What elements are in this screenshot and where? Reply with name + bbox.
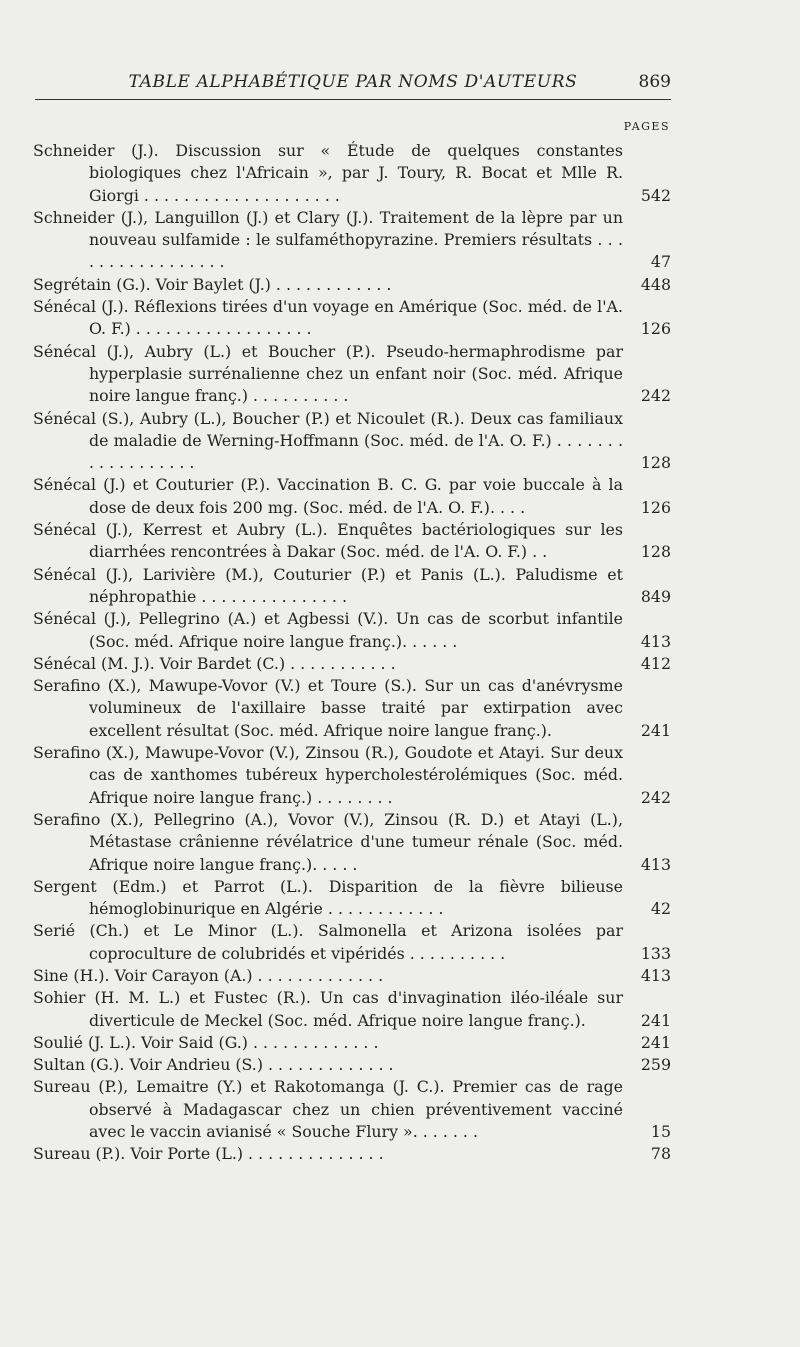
index-entry-page: 42 [650, 899, 671, 919]
index-entry-text: Serafino (X.), Mawupe-Vovor (V.), Zinsou (R.), Goudote et Atayi. Sur deux cas de xanthomes tubéreux hypercholestérolémiques (Soc. méd. Afrique noire langue franç.) . . . . . . . . [33, 743, 623, 807]
index-entry [33, 274, 671, 296]
index-entry [33, 408, 671, 475]
index-entry [33, 296, 671, 341]
index-entry-page: 15 [650, 1122, 671, 1142]
index-entry-text: Sureau (P.), Lemaitre (Y.) et Rakotomanga (J. C.). Premier cas de rage observé à Madagascar chez un chien préventivement vacciné avec le vaccin avianisé « Souche Flury ». . . . . . . [33, 1077, 623, 1142]
index-entry [33, 1143, 671, 1165]
index-entry [33, 1076, 671, 1143]
running-title: TABLE ALPHABÉTIQUE PAR NOMS D'AUTEURS [128, 72, 578, 92]
index-entry-page: 241 [640, 1010, 671, 1030]
index-entry-text: Schneider (J.), Languillon (J.) et Clary (J.). Traitement de la lèpre par un nouveau sulfamide : le sulfaméthopyrazine. Premiers résultats . . . . . . . . . . . . . . . . . [33, 207, 623, 272]
index-entry [33, 608, 671, 653]
page-number: 869 [638, 72, 671, 92]
index-entry-text: Serafino (X.), Mawupe-Vovor (V.) et Toure (S.). Sur un cas d'anévrysme volumineux de l'axillaire basse traité par extirpation avec excellent résultat (Soc. méd. Afrique noire langue franç.). [33, 676, 623, 740]
index-entry-text: Sénécal (M. J.). Voir Bardet (C.) . . . . . . . . . . . [33, 653, 396, 673]
header-rule [35, 99, 671, 100]
index-entry-text: Segrétain (G.). Voir Baylet (J.) . . . . . . . . . . . . [33, 274, 392, 294]
index-entry [33, 965, 671, 987]
index-entry [33, 653, 671, 675]
index-entry-page: 542 [640, 185, 671, 205]
index-entry-page: 413 [640, 965, 671, 985]
index-entry [33, 809, 671, 876]
index-entry-page: 133 [640, 943, 671, 963]
index-entry-text: Serafino (X.), Pellegrino (A.), Vovor (V.), Zinsou (R. D.) et Atayi (L.), Métastase crânienne révélatrice d'une tumeur rénale (Soc. méd. Afrique noire langue franç.). . . . . [33, 809, 623, 874]
index-entry [33, 140, 671, 207]
author-index-list [33, 140, 671, 1166]
index-entry-page: 242 [640, 386, 671, 406]
index-entry-text: Sine (H.). Voir Carayon (A.) . . . . . . . . . . . . . [33, 965, 384, 985]
running-head [35, 72, 671, 98]
index-entry-page: 126 [640, 497, 671, 517]
index-entry-page: 413 [640, 854, 671, 874]
pages-column-label: PAGES [623, 120, 670, 133]
index-entry-text: Sultan (G.). Voir Andrieu (S.) . . . . . . . . . . . . . [33, 1055, 394, 1075]
index-entry-page: 241 [640, 1032, 671, 1052]
index-entry [33, 519, 671, 564]
index-entry [33, 876, 671, 921]
index-entry [33, 474, 671, 519]
index-entry [33, 987, 671, 1032]
index-entry [33, 920, 671, 965]
index-entry [33, 1032, 671, 1054]
index-entry-page: 47 [650, 252, 671, 272]
index-entry-page: 128 [640, 542, 671, 562]
index-entry-text: Sénécal (J.), Aubry (L.) et Boucher (P.). Pseudo-hermaphrodisme par hyperplasie surrénalienne chez un enfant noir (Soc. méd. Afrique noire langue franç.) . . . . . . . . . . [33, 341, 623, 406]
index-entry-page: 241 [640, 720, 671, 740]
index-entry-text: Sénécal (J.), Kerrest et Aubry (L.). Enquêtes bactériologiques sur les diarrhées rencontrées à Dakar (Soc. méd. de l'A. O. F.) . . [33, 520, 623, 562]
index-entry-page: 242 [640, 787, 671, 807]
index-entry-text: Sénécal (J.). Réflexions tirées d'un voyage en Amérique (Soc. méd. de l'A. O. F.) . . . . . . . . . . . . . . . . . . [33, 297, 623, 339]
index-entry-page: 413 [640, 631, 671, 651]
index-entry-page: 126 [640, 319, 671, 339]
index-entry-text: Soulié (J. L.). Voir Said (G.) . . . . . . . . . . . . . [33, 1032, 379, 1052]
index-entry-text: Schneider (J.). Discussion sur « Étude de quelques constantes biologiques chez l'Africain », par J. Toury, R. Bocat et Mlle R. Giorgi . . . . . . . . . . . . . . . . . . . . [33, 141, 623, 205]
index-entry-text: Sohier (H. M. L.) et Fustec (R.). Un cas d'invagination iléo-iléale sur diverticule de Meckel (Soc. méd. Afrique noire langue franç.). [33, 988, 623, 1030]
index-entry [33, 341, 671, 408]
index-entry-text: Sureau (P.). Voir Porte (L.) . . . . . . . . . . . . . . [33, 1144, 384, 1164]
index-entry-page: 412 [640, 653, 671, 673]
index-entry-text: Sergent (Edm.) et Parrot (L.). Disparition de la fièvre bilieuse hémoglobinurique en Algérie . . . . . . . . . . . . [33, 876, 623, 919]
index-entry-page: 78 [650, 1144, 671, 1164]
index-entry-text: Serié (Ch.) et Le Minor (L.). Salmonella et Arizona isolées par coproculture de colubridés et vipéridés . . . . . . . . . . [33, 921, 623, 963]
index-entry [33, 564, 671, 609]
index-entry-text: Sénécal (J.), Larivière (M.), Couturier (P.) et Panis (L.). Paludisme et néphropathie . . . . . . . . . . . . . . . [33, 564, 623, 606]
index-entry-page: 448 [640, 274, 671, 294]
index-entry-text: Sénécal (J.), Pellegrino (A.) et Agbessi (V.). Un cas de scorbut infantile (Soc. méd. Afrique noire langue franç.). . . . . . [33, 609, 623, 651]
index-entry-text: Sénécal (J.) et Couturier (P.). Vaccination B. C. G. par voie buccale à la dose de deux fois 200 mg. (Soc. méd. de l'A. O. F.). . . . [33, 475, 623, 517]
index-entry [33, 742, 671, 809]
index-entry-page: 128 [640, 453, 671, 473]
index-entry-page: 849 [640, 586, 671, 606]
index-entry [33, 675, 671, 742]
index-entry-text: Sénécal (S.), Aubry (L.), Boucher (P.) et Nicoulet (R.). Deux cas familiaux de maladie de Werning-Hoffmann (Soc. méd. de l'A. O. F.) . . . . . . . . . . . . . . . . . . [33, 408, 623, 473]
index-entry [33, 1054, 671, 1076]
index-entry [33, 207, 671, 274]
index-entry-page: 259 [640, 1055, 671, 1075]
